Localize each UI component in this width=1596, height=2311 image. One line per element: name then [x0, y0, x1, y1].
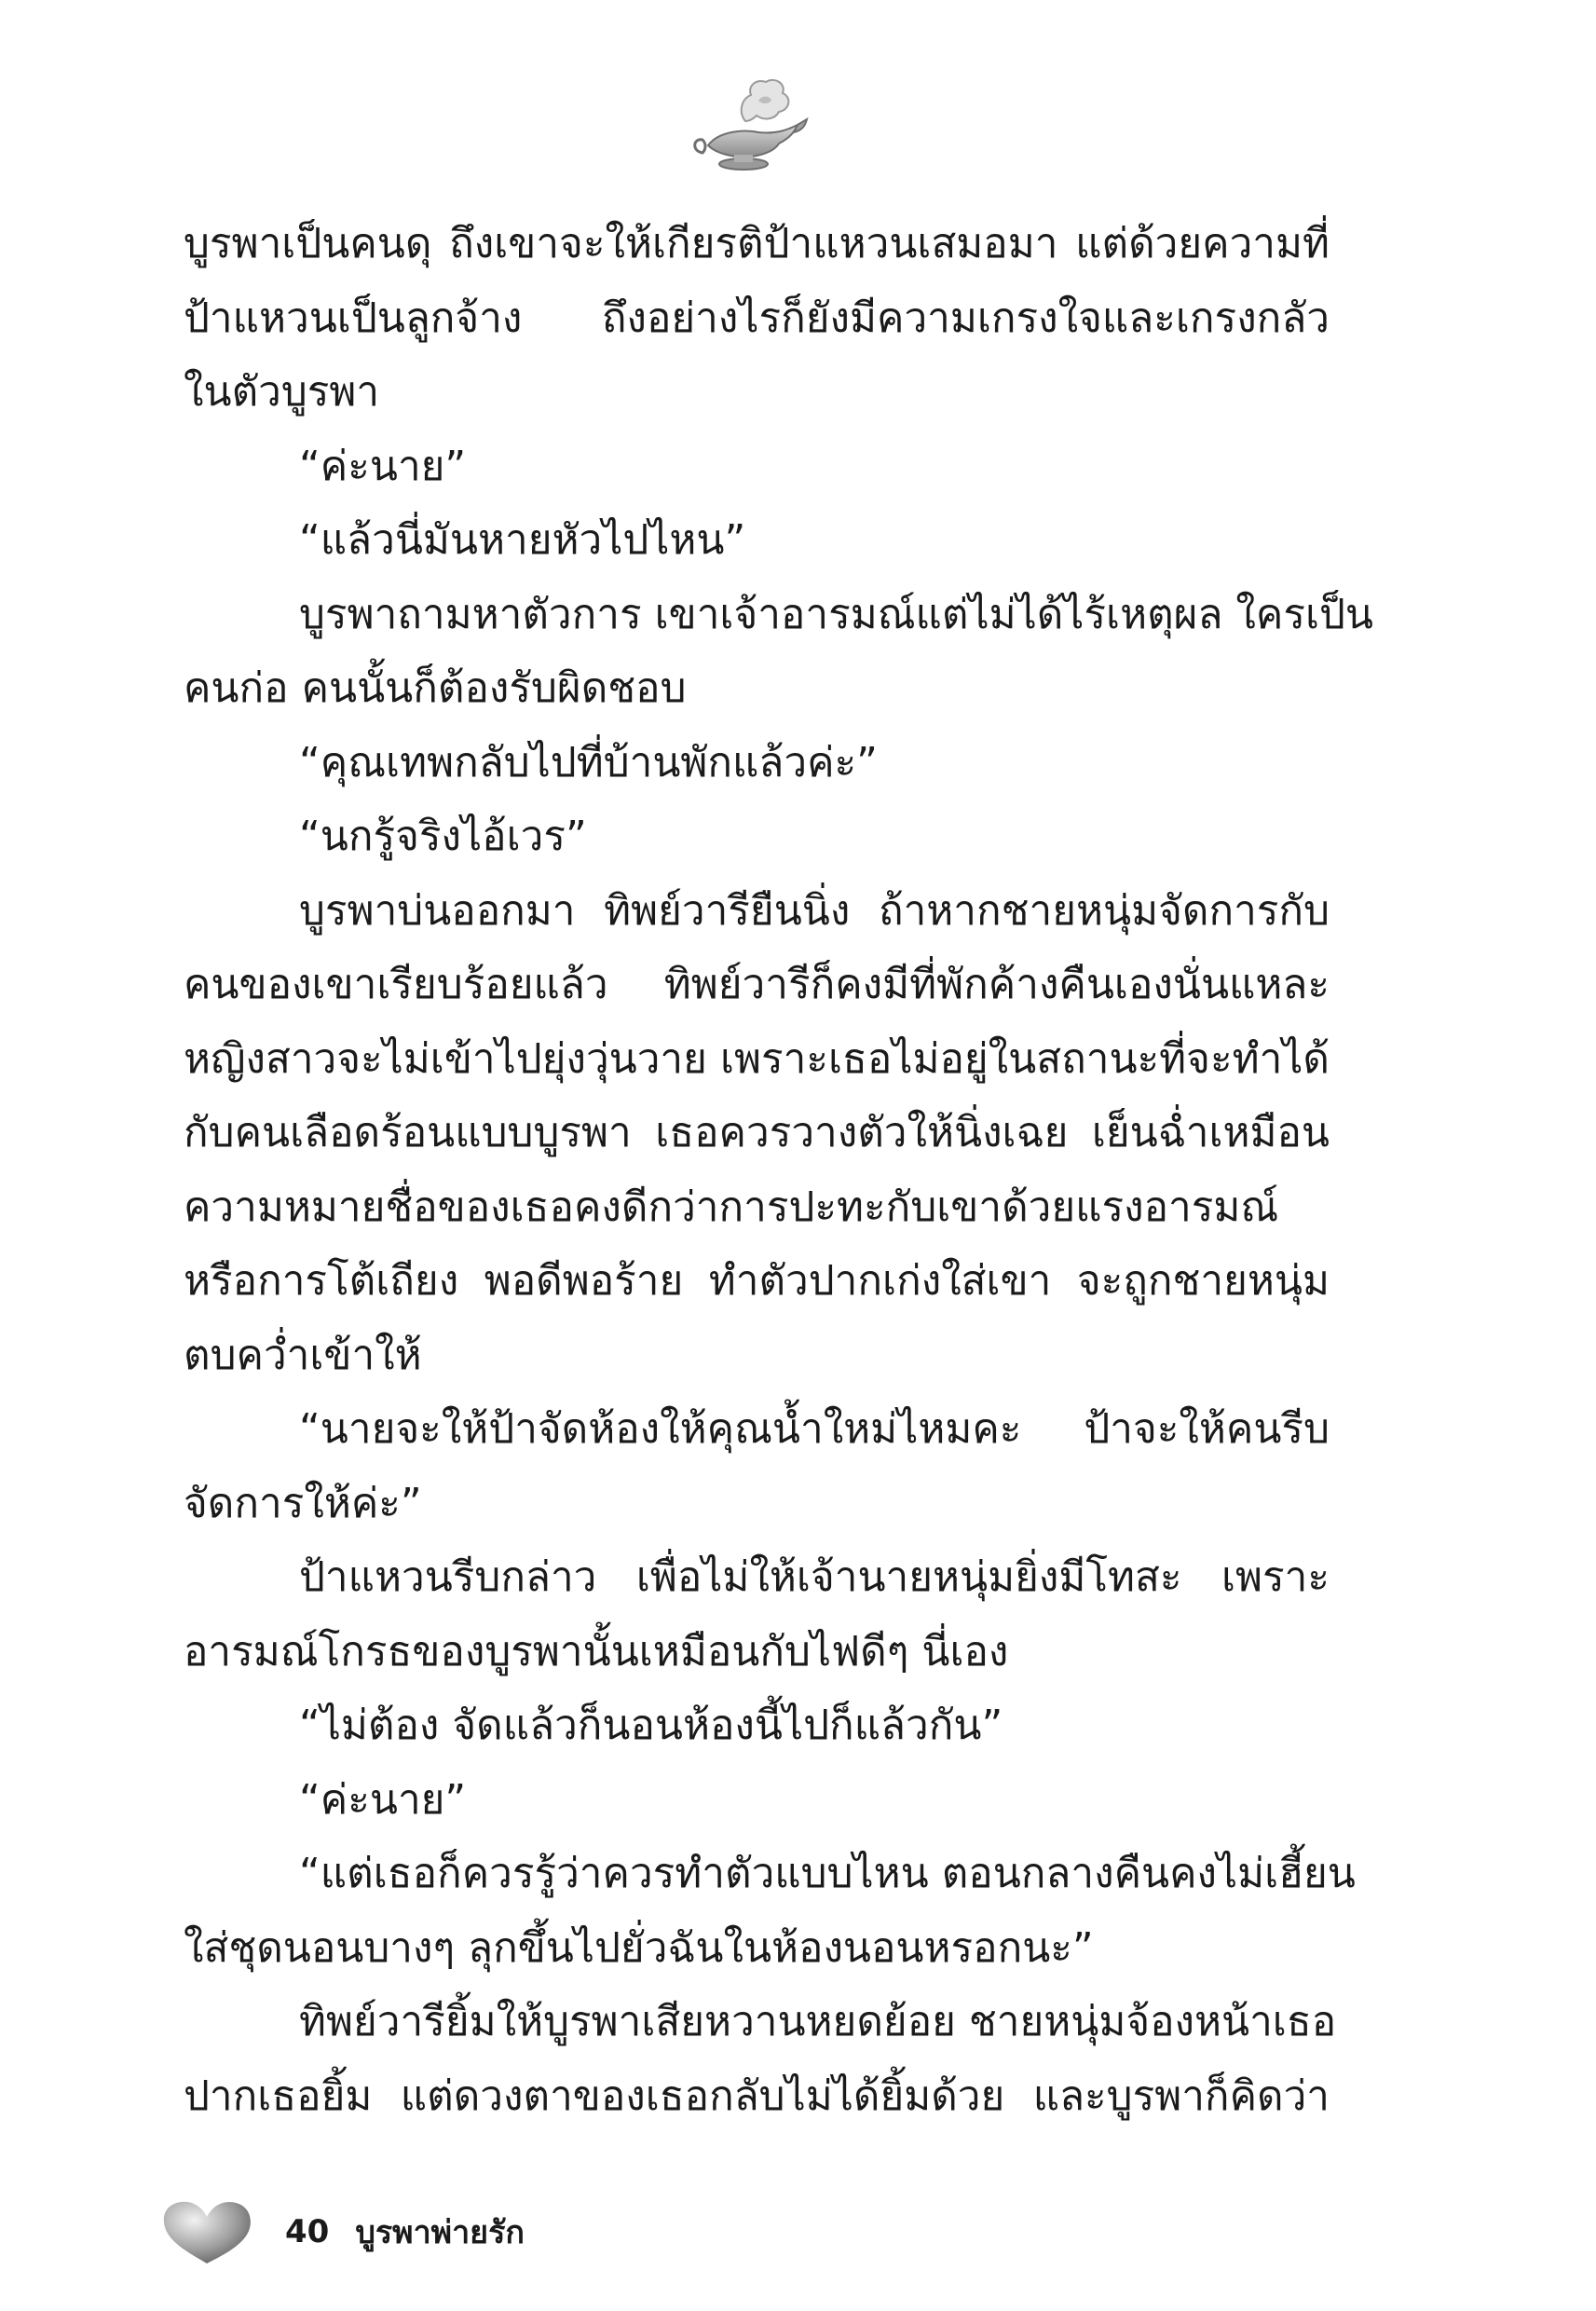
text-line: ปากเธอยิ้ม แต่ดวงตาของเธอกลับไม่ได้ยิ้มด้วย และบูรพาก็คิดว่า	[184, 2072, 1330, 2120]
text-line: “แล้วนี่มันหายหัวไปไหน”	[299, 516, 746, 564]
text-line: “ค่ะนาย”	[299, 1775, 467, 1824]
text-line: “นายจะให้ป้าจัดห้องให้คุณน้ำใหม่ไหมคะ ป้าจะให้คนรีบ	[299, 1405, 1330, 1453]
text-line: คนก่อ คนนั้นก็ต้องรับผิดชอบ	[184, 664, 687, 712]
text-line: “ไม่ต้อง จัดแล้วก็นอนห้องนี้ไปก็แล้วกัน”	[299, 1702, 1003, 1749]
text-line: ตบคว่ำเข้าให้	[184, 1331, 422, 1379]
genie-lamp-icon	[689, 73, 811, 175]
text-line: ป้าแหวนเป็นลูกจ้าง ถึงอย่างไรก็ยังมีความเกรงใจและเกรงกลัว	[184, 294, 1330, 342]
text-line: “ค่ะนาย”	[299, 442, 467, 490]
page-number: 40	[285, 2213, 330, 2250]
text-line: จัดการให้ค่ะ”	[184, 1479, 422, 1527]
text-line: “นกรู้จริงไอ้เวร”	[299, 813, 587, 860]
heart-icon	[160, 2198, 253, 2265]
text-line: ในตัวบูรพา	[184, 368, 380, 416]
text-line: หญิงสาวจะไม่เข้าไปยุ่งวุ่นวาย เพราะเธอไม่อยู่ในสถานะที่จะทำได้	[184, 1034, 1330, 1083]
text-line: ป้าแหวนรีบกล่าว เพื่อไม่ให้เจ้านายหนุ่มยิ่งมีโทสะ เพราะ	[299, 1553, 1330, 1601]
text-line: ความหมายชื่อของเธอคงดีกว่าการปะทะกับเขาด้วยแรงอารมณ์	[184, 1183, 1279, 1231]
text-line: “แต่เธอก็ควรรู้ว่าควรทำตัวแบบไหน ตอนกลางคืนคงไม่เฮี้ยน	[299, 1850, 1356, 1897]
text-line: ใส่ชุดนอนบางๆ ลุกขึ้นไปยั่วฉันในห้องนอนหรอกนะ”	[184, 1923, 1094, 1972]
text-line: บูรพาบ่นออกมา ทิพย์วารียืนนิ่ง ถ้าหากชายหนุ่มจัดการกับ	[299, 886, 1330, 935]
running-title: บูรพาพ่ายรัก	[355, 2214, 525, 2251]
text-line: หรือการโต้เถียง พอดีพอร้าย ทำตัวปากเก่งใส่เขา จะถูกชายหนุ่ม	[184, 1257, 1330, 1305]
text-line: “คุณเทพกลับไปที่บ้านพักแล้วค่ะ”	[299, 738, 878, 786]
text-line: อารมณ์โกรธของบูรพานั้นเหมือนกับไฟดีๆ นี่เอง	[184, 1627, 1009, 1675]
body-text	[184, 207, 1374, 2133]
page-footer	[160, 2195, 525, 2269]
text-line: บูรพาเป็นคนดุ ถึงเขาจะให้เกียรติป้าแหวนเสมอมา แต่ด้วยความที่	[184, 220, 1330, 267]
text-line: กับคนเลือดร้อนแบบบูรพา เธอควรวางตัวให้นิ่งเฉย เย็นฉ่ำเหมือน	[184, 1109, 1330, 1156]
text-line: บูรพาถามหาตัวการ เขาเจ้าอารมณ์แต่ไม่ได้ไร้เหตุผล ใครเป็น	[299, 590, 1374, 638]
text-line: คนของเขาเรียบร้อยแล้ว ทิพย์วารีก็คงมีที่พักค้างคืนเองนั่นแหละ	[184, 961, 1330, 1008]
text-line: ทิพย์วารียิ้มให้บูรพาเสียหวานหยดย้อย ชายหนุ่มจ้องหน้าเธอ	[299, 1998, 1337, 2045]
